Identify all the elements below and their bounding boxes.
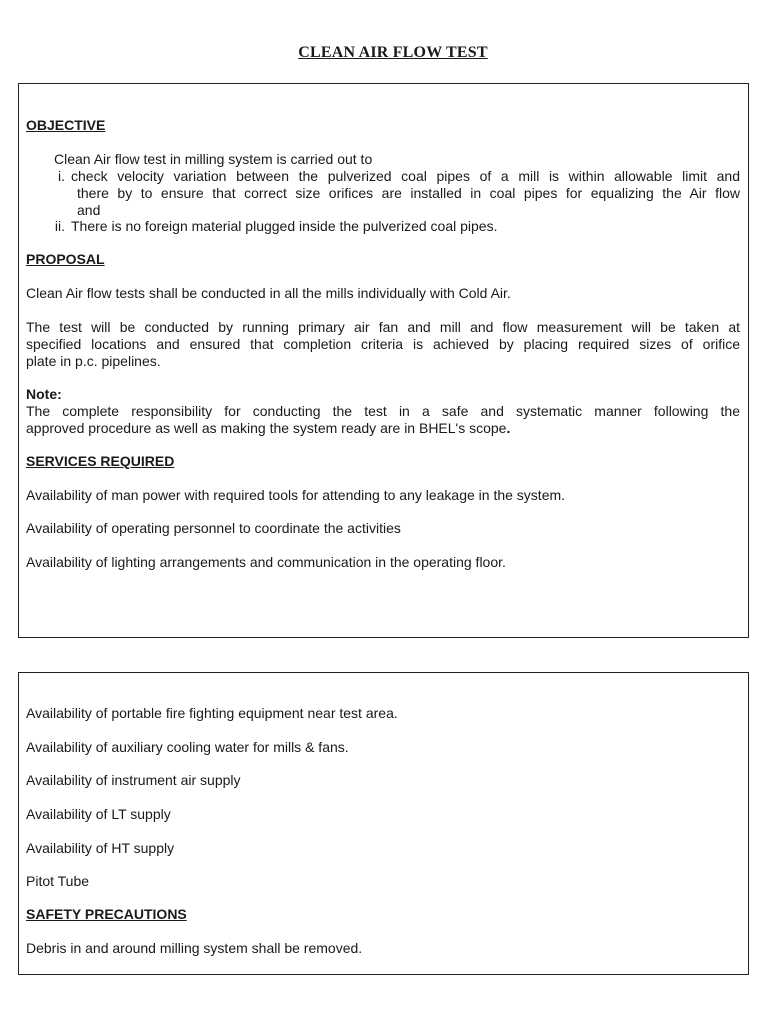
objective-item-1-cont2: and xyxy=(77,202,101,218)
note-line-2 xyxy=(26,420,740,437)
objective-intro: Clean Air flow test in milling system is carried out to xyxy=(54,151,373,167)
service-item: Pitot Tube xyxy=(26,873,90,889)
service-item: Availability of portable fire fighting equipment near test area. xyxy=(26,705,398,721)
content-box-2 xyxy=(18,672,749,975)
proposal-paragraph-1: Clean Air flow tests shall be conducted in all the mills individually with Cold Air. xyxy=(26,285,511,301)
note-line-1: The complete responsibility for conducting the test in a safe and systematic manner following the xyxy=(26,403,740,419)
objective-item-2 xyxy=(50,218,740,235)
note-line-2-end: . xyxy=(506,420,511,436)
services-heading: SERVICES REQUIRED xyxy=(26,453,175,469)
objective-item-1 xyxy=(50,168,740,185)
content-box-1 xyxy=(18,83,749,638)
proposal-paragraph-2-line-3: plate in p.c. pipelines. xyxy=(26,353,161,369)
service-item: Availability of lighting arrangements and communication in the operating floor. xyxy=(26,554,506,570)
list-text: check velocity variation between the pulverized coal pipes of a mill is within allowable limit and xyxy=(71,168,740,184)
objective-item-1-cont: there by to ensure that correct size orifices are installed in coal pipes for equalizing the Air flow xyxy=(77,185,740,201)
list-number: i. xyxy=(58,168,65,184)
list-number: ii. xyxy=(54,218,65,234)
proposal-paragraph-2-line-2: specified locations and ensured that completion criteria is achieved by placing required sizes of orifice xyxy=(26,336,740,352)
note-line-2-text: approved procedure as well as making the system ready are in BHEL's scope xyxy=(26,420,507,436)
list-text: There is no foreign material plugged inside the pulverized coal pipes. xyxy=(71,218,498,234)
document-title: CLEAN AIR FLOW TEST xyxy=(298,44,488,61)
proposal-heading: PROPOSAL xyxy=(26,251,105,267)
note-heading: Note: xyxy=(26,386,62,402)
service-item: Availability of auxiliary cooling water for mills & fans. xyxy=(26,739,349,755)
service-item: Availability of LT supply xyxy=(26,806,171,822)
service-item: Availability of man power with required tools for attending to any leakage in the system. xyxy=(26,487,566,503)
service-item: Availability of instrument air supply xyxy=(26,772,241,788)
proposal-paragraph-2-line-1: The test will be conducted by running primary air fan and mill and flow measurement will be taken at xyxy=(26,319,740,335)
service-item: Availability of operating personnel to coordinate the activities xyxy=(26,520,401,536)
safety-heading: SAFETY PRECAUTIONS xyxy=(26,906,187,922)
service-item: Availability of HT supply xyxy=(26,840,175,856)
objective-heading: OBJECTIVE xyxy=(26,117,106,133)
safety-item: Debris in and around milling system shall be removed. xyxy=(26,940,363,956)
